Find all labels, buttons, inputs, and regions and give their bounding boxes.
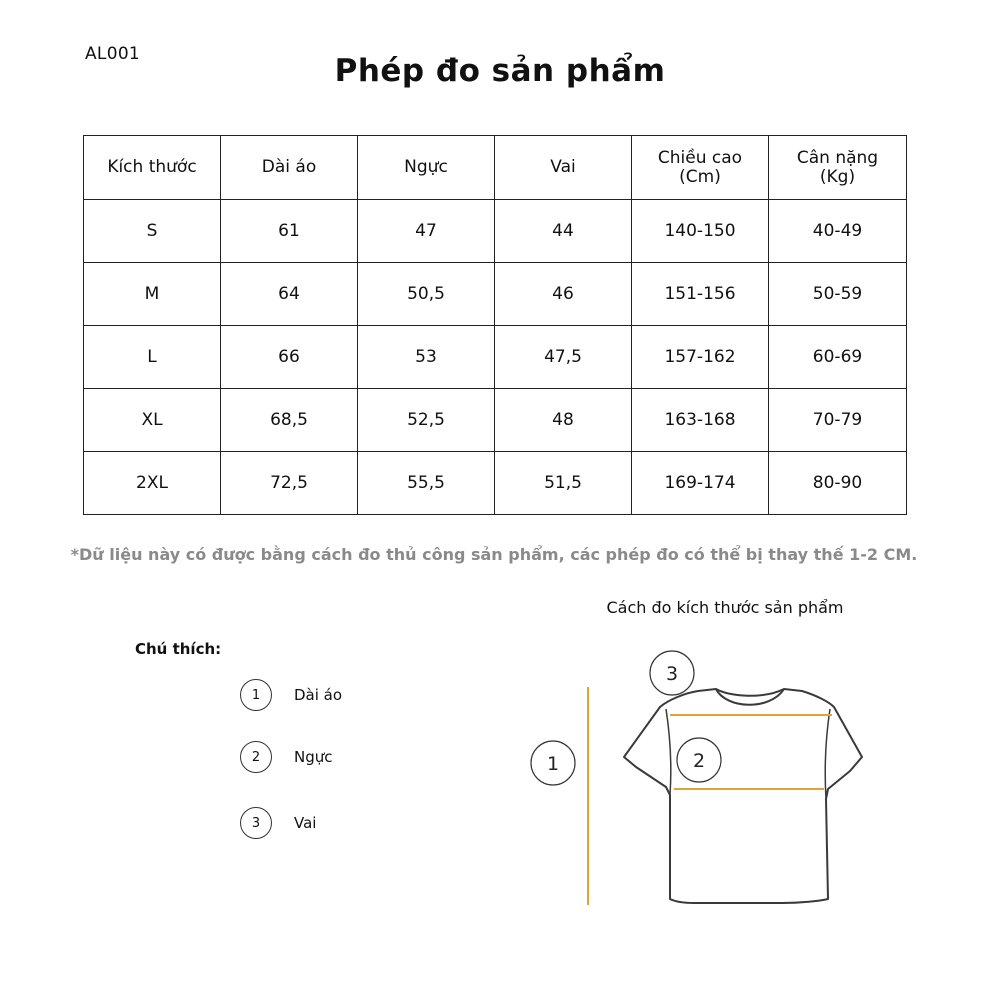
legend-title: Chú thích: xyxy=(135,640,222,658)
svg-text:2: 2 xyxy=(692,750,706,772)
cell-weight: 40-49 xyxy=(769,200,907,263)
cell-height: 157-162 xyxy=(632,326,769,389)
cell-weight: 70-79 xyxy=(769,389,907,452)
cell-size: L xyxy=(84,326,221,389)
measurement-diagram xyxy=(520,645,920,955)
legend-item-chest xyxy=(240,740,333,774)
cell-weight: 50-59 xyxy=(769,263,907,326)
cell-shoulder: 51,5 xyxy=(495,452,632,515)
cell-length: 68,5 xyxy=(221,389,358,452)
legend-label: Ngực xyxy=(294,748,333,766)
legend-label: Vai xyxy=(294,814,317,832)
legend-number-badge: 3 xyxy=(240,807,272,839)
cell-height: 151-156 xyxy=(632,263,769,326)
header-chest: Ngực xyxy=(358,136,495,200)
marker-length xyxy=(531,741,575,785)
cell-size: 2XL xyxy=(84,452,221,515)
cell-chest: 53 xyxy=(358,326,495,389)
cell-shoulder: 44 xyxy=(495,200,632,263)
cell-length: 61 xyxy=(221,200,358,263)
cell-height: 140-150 xyxy=(632,200,769,263)
header-size: Kích thước xyxy=(84,136,221,200)
table-row xyxy=(84,452,907,515)
legend-label: Dài áo xyxy=(294,686,343,704)
cell-weight: 60-69 xyxy=(769,326,907,389)
marker-chest xyxy=(677,738,721,782)
svg-text:1: 1 xyxy=(546,753,560,775)
cell-size: M xyxy=(84,263,221,326)
size-table xyxy=(83,135,907,515)
header-height: Chiều cao (Cm) xyxy=(632,136,769,200)
header-length: Dài áo xyxy=(221,136,358,200)
table-row xyxy=(84,326,907,389)
product-code: AL001 xyxy=(85,44,141,64)
cell-length: 72,5 xyxy=(221,452,358,515)
cell-chest: 47 xyxy=(358,200,495,263)
cell-chest: 55,5 xyxy=(358,452,495,515)
cell-length: 66 xyxy=(221,326,358,389)
cell-length: 64 xyxy=(221,263,358,326)
svg-text:3: 3 xyxy=(665,663,679,685)
marker-shoulder xyxy=(650,651,694,695)
measurement-note: *Dữ liệu này có được bằng cách đo thủ công sản phẩm, các phép đo có thể bị thay thế 1-2 CM. xyxy=(70,545,918,564)
legend-item-shoulder xyxy=(240,806,316,840)
cell-shoulder: 48 xyxy=(495,389,632,452)
table-row xyxy=(84,263,907,326)
legend-number-badge: 1 xyxy=(240,679,272,711)
table-header-row xyxy=(84,136,907,200)
legend-item-length xyxy=(240,678,342,712)
cell-size: S xyxy=(84,200,221,263)
cell-weight: 80-90 xyxy=(769,452,907,515)
cell-size: XL xyxy=(84,389,221,452)
howto-title: Cách đo kích thước sản phẩm xyxy=(606,598,844,617)
header-weight: Cân nặng (Kg) xyxy=(769,136,907,200)
cell-shoulder: 46 xyxy=(495,263,632,326)
cell-chest: 52,5 xyxy=(358,389,495,452)
cell-height: 169-174 xyxy=(632,452,769,515)
legend-number-badge: 2 xyxy=(240,741,272,773)
table-row xyxy=(84,389,907,452)
page-title: Phép đo sản phẩm xyxy=(334,53,666,89)
cell-chest: 50,5 xyxy=(358,263,495,326)
header-shoulder: Vai xyxy=(495,136,632,200)
cell-height: 163-168 xyxy=(632,389,769,452)
table-row xyxy=(84,200,907,263)
cell-shoulder: 47,5 xyxy=(495,326,632,389)
